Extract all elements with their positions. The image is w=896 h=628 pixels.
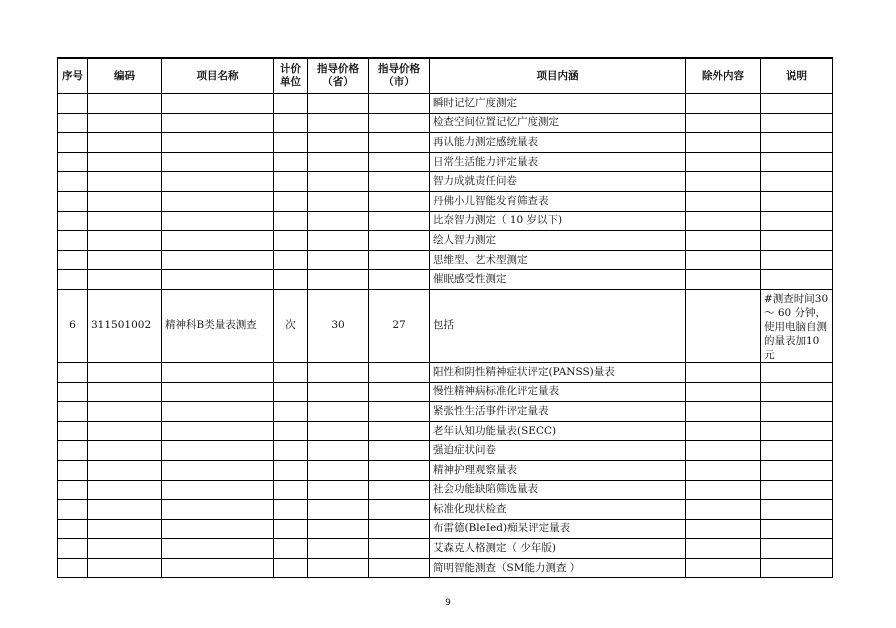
- table-row: [58, 94, 833, 114]
- header-price-city: 指导价格（市）: [369, 58, 430, 94]
- table-row: [58, 362, 833, 382]
- content-cell: 强迫症状问卷: [430, 441, 686, 461]
- table-row: [58, 191, 833, 211]
- content-cell: 精神护理观察量表: [430, 460, 686, 480]
- table-row: [58, 152, 833, 172]
- table-row: [58, 519, 833, 539]
- content-cell: 阳性和阴性精神症状评定(PANSS)量表: [430, 362, 686, 382]
- table-row: [58, 382, 833, 402]
- header-seq: 序号: [58, 58, 88, 94]
- name-cell: 精神科B类量表测查: [162, 289, 274, 362]
- table-body: [58, 94, 833, 578]
- unit-cell: 次: [274, 289, 308, 362]
- table-row: [58, 211, 833, 231]
- content-cell: 瞬时记忆广度测定: [430, 94, 686, 114]
- table-row: [58, 421, 833, 441]
- content-cell: 比奈智力测定（ 10 岁以下): [430, 211, 686, 231]
- content-cell: 日常生活能力评定量表: [430, 152, 686, 172]
- content-cell: 社会功能缺陷筛选量表: [430, 480, 686, 500]
- table-row: [58, 231, 833, 251]
- content-cell: 智力成就责任问卷: [430, 172, 686, 192]
- table-row: [58, 460, 833, 480]
- page-number: 9: [445, 598, 451, 608]
- content-cell: 催眠感受性测定: [430, 270, 686, 290]
- price-table: [57, 57, 833, 578]
- content-cell: 丹佛小儿智能发育筛查表: [430, 191, 686, 211]
- table-row: [58, 480, 833, 500]
- code-cell: 311501002: [88, 289, 162, 362]
- table-row: [58, 172, 833, 192]
- seq-cell: 6: [58, 289, 88, 362]
- table-row: [58, 250, 833, 270]
- header-unit: 计价单位: [274, 58, 308, 94]
- header-name: 项目名称: [162, 58, 274, 94]
- header-price-province: 指导价格（省）: [308, 58, 369, 94]
- content-cell: 检查空间位置记忆广度测定: [430, 113, 686, 133]
- content-cell: 紧张性生活事件评定量表: [430, 402, 686, 422]
- header-notes: 说明: [761, 58, 833, 94]
- content-cell: 包括: [430, 289, 686, 362]
- content-cell: 简明智能测查（SM能力测查 ）: [430, 558, 686, 578]
- content-cell: 慢性精神病标准化评定量表: [430, 382, 686, 402]
- header-content: 项目内涵: [430, 58, 686, 94]
- content-cell: 老年认知功能量表(SECC): [430, 421, 686, 441]
- content-cell: 标准化现状检查: [430, 500, 686, 520]
- table-header: [58, 58, 833, 94]
- header-code: 编码: [88, 58, 162, 94]
- price-province-cell: 30: [308, 289, 369, 362]
- content-cell: 绘人智力测定: [430, 231, 686, 251]
- table-row: [58, 500, 833, 520]
- table-row: [58, 441, 833, 461]
- content-cell: 布雷德(BleIed)痴呆评定量表: [430, 519, 686, 539]
- table-row: [58, 539, 833, 559]
- content-cell: 思维型、艺术型测定: [430, 250, 686, 270]
- header-exclusions: 除外内容: [686, 58, 761, 94]
- table-row: [58, 558, 833, 578]
- exclusions-cell: [686, 289, 761, 362]
- table-row: [58, 402, 833, 422]
- content-cell: 再认能力测定感统量表: [430, 133, 686, 153]
- table-row: [58, 270, 833, 290]
- table-row: [58, 113, 833, 133]
- price-city-cell: 27: [369, 289, 430, 362]
- main-item-row: [58, 289, 833, 362]
- content-cell: 艾森克人格测定（ 少年版): [430, 539, 686, 559]
- table-row: [58, 133, 833, 153]
- notes-cell: #测查时间30 ～ 60 分钟，使用电脑自测的量表加10元: [761, 289, 833, 362]
